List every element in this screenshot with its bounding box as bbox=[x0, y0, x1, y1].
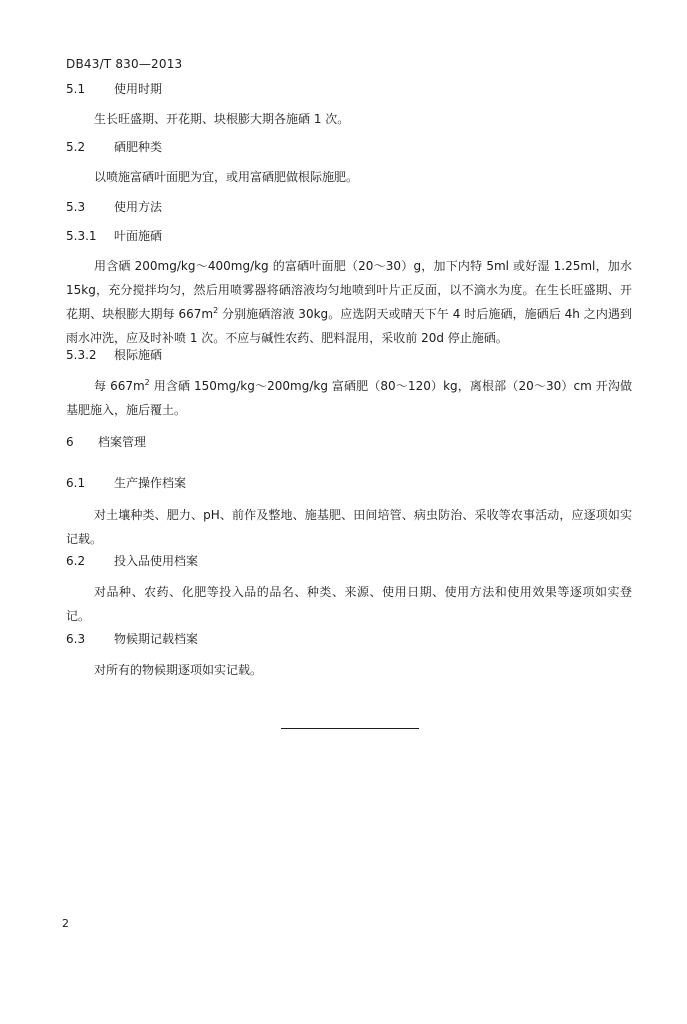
heading-title: 物候期记载档案 bbox=[114, 632, 199, 646]
heading-title: 根际施硒 bbox=[114, 348, 163, 362]
heading-5-3 bbox=[66, 198, 162, 215]
heading-number: 6.2 bbox=[66, 554, 86, 568]
heading-6-1 bbox=[66, 474, 186, 491]
heading-number: 5.3 bbox=[66, 200, 86, 214]
paragraph-5-1: 生长旺盛期、开花期、块根膨大期各施硒 1 次。 bbox=[94, 112, 350, 126]
heading-6-3 bbox=[66, 630, 198, 647]
paragraph-5-2: 以喷施富硒叶面肥为宜，或用富硒肥做根际施肥。 bbox=[94, 170, 359, 184]
paragraph-5-3-2 bbox=[66, 374, 632, 422]
heading-title: 叶面施硒 bbox=[114, 229, 163, 243]
heading-number: 5.3.1 bbox=[66, 229, 97, 243]
paragraph-5-3-1 bbox=[66, 254, 632, 350]
paragraph-text: 用含硒 150mg/kg～200mg/kg 富硒肥（80～120）kg，离根部（20～30）cm 开沟做基肥施入，施后覆土。 bbox=[66, 379, 632, 417]
heading-number: 5.3.2 bbox=[66, 348, 97, 362]
heading-number: 6.1 bbox=[66, 476, 86, 490]
paragraph-text: 每 667m bbox=[94, 379, 145, 393]
heading-title: 档案管理 bbox=[98, 435, 147, 449]
superscript: 2 bbox=[144, 378, 150, 387]
paragraph-6-1: 对土壤种类、肥力、pH、前作及整地、施基肥、田间培管、病虫防治、采收等农事活动，应逐项如实记载。 bbox=[66, 508, 632, 546]
heading-title: 生产操作档案 bbox=[114, 476, 187, 490]
heading-title: 硒肥种类 bbox=[114, 140, 163, 154]
paragraph-6-2: 对品种、农药、化肥等投入品的品名、种类、来源、使用日期、使用方法和使用效果等逐项如实登记。 bbox=[66, 585, 632, 623]
heading-title: 投入品使用档案 bbox=[114, 554, 199, 568]
heading-number: 6.3 bbox=[66, 632, 86, 646]
heading-5-1 bbox=[66, 80, 162, 97]
heading-title: 使用方法 bbox=[114, 200, 163, 214]
heading-5-3-2 bbox=[66, 346, 162, 363]
heading-6-2 bbox=[66, 552, 198, 569]
heading-6 bbox=[66, 433, 146, 450]
heading-number: 5.1 bbox=[66, 82, 86, 96]
superscript: 2 bbox=[213, 306, 219, 315]
heading-number: 5.2 bbox=[66, 140, 86, 154]
heading-title: 使用时期 bbox=[114, 82, 163, 96]
page-number: 2 bbox=[62, 917, 69, 930]
paragraph-6-3: 对所有的物候期逐项如实记载。 bbox=[94, 663, 263, 677]
document-id: DB43/T 830—2013 bbox=[66, 57, 183, 71]
heading-number: 6 bbox=[66, 435, 74, 449]
heading-5-3-1 bbox=[66, 227, 162, 244]
heading-5-2 bbox=[66, 138, 162, 155]
paragraph-text: 用含硒 200mg/kg～400mg/kg 的富硒叶面肥（20～30）g，加下内特 5ml 或好湿 1.25ml，加水 15kg，充分搅拌均匀，然后用喷雾器将硒溶液均匀地喷到叶片正反面，以不滴水为度。在生长旺盛期、开花期、块根膨大期每 667m bbox=[66, 259, 632, 321]
paragraph-text: 分别施硒溶液 30kg。应选阴天或晴天下午 4 时后施硒，施硒后 4h 之内遇到雨水冲洗，应及时补喷 1 次。不应与碱性农药、肥料混用，采收前 20d 停止施硒。 bbox=[66, 307, 632, 345]
end-rule bbox=[281, 728, 419, 729]
